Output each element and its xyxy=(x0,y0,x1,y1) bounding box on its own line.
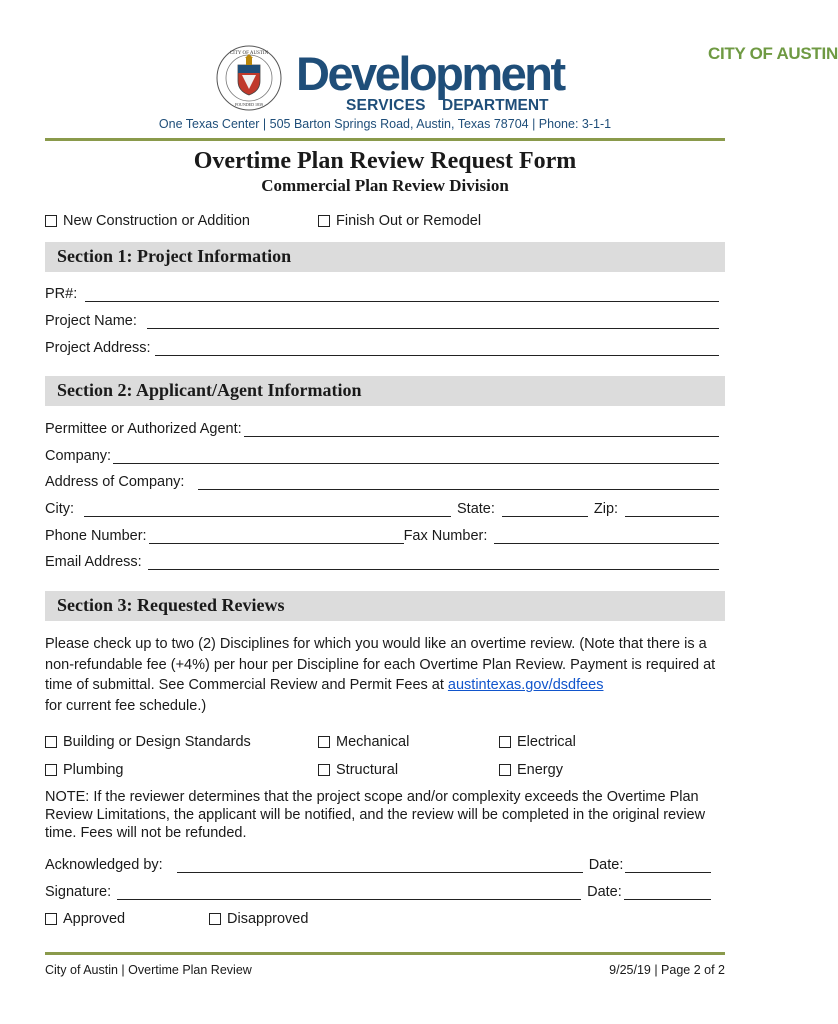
checkbox-structural[interactable] xyxy=(318,762,398,778)
checkbox-label: Disapproved xyxy=(227,911,309,927)
checkbox-energy[interactable] xyxy=(499,762,563,778)
city-input-line[interactable] xyxy=(84,503,451,517)
section-2-title: Section 2: Applicant/Agent Information xyxy=(57,380,362,400)
project-address-input-line[interactable] xyxy=(155,342,719,356)
date-label: Date: xyxy=(587,884,622,900)
company-address-label: Address of Company: xyxy=(45,474,185,490)
signature-label: Signature: xyxy=(45,884,112,900)
instructions-paragraph xyxy=(45,634,735,716)
checkbox-mechanical[interactable] xyxy=(318,734,409,750)
acknowledged-label: Acknowledged by: xyxy=(45,857,163,873)
checkbox-plumbing[interactable] xyxy=(45,762,123,778)
city-label: City: xyxy=(45,501,74,517)
fax-label: Fax Number: xyxy=(403,528,488,544)
state-label: State: xyxy=(457,501,495,517)
checkbox-icon[interactable] xyxy=(209,913,221,925)
company-input-line[interactable] xyxy=(113,450,719,464)
section-1-title: Section 1: Project Information xyxy=(57,246,292,266)
checkbox-new-construction[interactable] xyxy=(45,213,250,229)
checkbox-approved[interactable] xyxy=(45,911,125,927)
checkbox-icon[interactable] xyxy=(318,215,330,227)
checkbox-electrical[interactable] xyxy=(499,734,576,750)
footer-divider xyxy=(45,952,725,955)
checkbox-building[interactable] xyxy=(45,734,251,750)
city-state-zip-row xyxy=(45,501,719,517)
logo-development-text: Development xyxy=(296,47,564,100)
pr-label: PR#: xyxy=(45,286,78,302)
review-note: NOTE: If the reviewer determines that the project scope and/or complexity exceeds the Overtime Plan Review Limitations, the applicant will be notified, and the review will be completed in the original review time. Fees will not be refunded. xyxy=(45,789,706,841)
checkbox-label: Electrical xyxy=(517,734,576,750)
checkbox-label: Approved xyxy=(63,911,126,927)
footer-right: 9/25/19 | Page 2 of 2 xyxy=(609,963,725,977)
instructions-end-text: for current fee schedule.) xyxy=(45,697,207,714)
city-seal-logo xyxy=(216,45,282,111)
checkbox-icon[interactable] xyxy=(318,736,330,748)
email-input-line[interactable] xyxy=(148,556,719,570)
permittee-input-line[interactable] xyxy=(244,423,719,437)
fax-input-line[interactable] xyxy=(494,530,719,544)
company-address-field[interactable] xyxy=(45,474,719,490)
date-input-line[interactable] xyxy=(624,886,711,900)
project-name-input-line[interactable] xyxy=(147,315,719,329)
checkbox-icon[interactable] xyxy=(45,215,57,227)
checkbox-icon[interactable] xyxy=(45,764,57,776)
date-input-line[interactable] xyxy=(625,859,711,873)
phone-fax-row xyxy=(45,528,719,544)
permittee-label: Permittee or Authorized Agent: xyxy=(45,421,242,437)
checkbox-disapproved[interactable] xyxy=(209,911,308,927)
checkbox-label: Plumbing xyxy=(63,762,124,778)
phone-label: Phone Number: xyxy=(45,528,147,544)
checkbox-label: Finish Out or Remodel xyxy=(336,213,482,229)
checkbox-finish-out[interactable] xyxy=(318,213,481,229)
checkbox-icon[interactable] xyxy=(318,764,330,776)
logo-city-text: CITY OF AUSTIN xyxy=(708,44,838,63)
company-address-input-line[interactable] xyxy=(198,476,719,490)
acknowledged-input-line[interactable] xyxy=(177,859,583,873)
acknowledged-row xyxy=(45,857,711,873)
section-1-header xyxy=(45,242,725,272)
checkbox-icon[interactable] xyxy=(499,764,511,776)
checkbox-icon[interactable] xyxy=(499,736,511,748)
state-input-line[interactable] xyxy=(502,503,588,517)
section-3-title: Section 3: Requested Reviews xyxy=(57,595,285,615)
project-name-label: Project Name: xyxy=(45,313,137,329)
section-3-header xyxy=(45,591,725,621)
company-field[interactable] xyxy=(45,448,719,464)
project-address-label: Project Address: xyxy=(45,340,151,356)
dsd-logo xyxy=(296,44,838,116)
form-subtitle: Commercial Plan Review Division xyxy=(261,176,509,195)
checkbox-label: Building or Design Standards xyxy=(63,734,251,750)
seal-text-bottom: FOUNDED 1839 xyxy=(234,102,264,107)
fees-link[interactable]: austintexas.gov/dsdfees xyxy=(447,677,604,693)
logo-department-text: DEPARTMENT xyxy=(442,97,549,114)
form-title: Overtime Plan Review Request Form xyxy=(193,148,577,174)
checkbox-icon[interactable] xyxy=(45,913,57,925)
project-name-field[interactable] xyxy=(45,313,719,329)
letterhead xyxy=(0,0,838,145)
pr-number-field[interactable] xyxy=(45,286,719,302)
logo-services-text: SERVICES xyxy=(346,97,426,114)
checkbox-label: Structural xyxy=(336,762,399,778)
pr-input-line[interactable] xyxy=(85,288,719,302)
company-label: Company: xyxy=(45,448,112,464)
zip-input-line[interactable] xyxy=(625,503,719,517)
header-divider xyxy=(45,138,725,141)
checkbox-label: New Construction or Addition xyxy=(63,213,250,229)
instructions-text: Please check up to two (2) Disciplines for which you would like an overtime review. (Note that there is a non-refundable fee (+4%) per hour per Discipline for each Overtime Plan Review. Payment is required at time of submittal. See Commercial Review and Permit Fees at xyxy=(45,636,716,693)
phone-input-line[interactable] xyxy=(149,530,404,544)
email-label: Email Address: xyxy=(45,554,142,570)
footer-left: City of Austin | Overtime Plan Review xyxy=(45,963,252,977)
checkbox-label: Energy xyxy=(517,762,563,778)
date-label: Date: xyxy=(588,857,624,873)
seal-text-top: CITY OF AUSTIN xyxy=(229,51,269,56)
department-address: One Texas Center | 505 Barton Springs Road, Austin, Texas 78704 | Phone: 3-1-1 xyxy=(158,117,612,131)
email-field[interactable] xyxy=(45,554,719,570)
checkbox-label: Mechanical xyxy=(336,734,410,750)
signature-row xyxy=(45,884,711,900)
checkbox-icon[interactable] xyxy=(45,736,57,748)
permittee-field[interactable] xyxy=(45,421,719,437)
zip-label: Zip: xyxy=(593,501,619,517)
project-address-field[interactable] xyxy=(45,340,719,356)
signature-input-line[interactable] xyxy=(117,886,581,900)
section-2-header xyxy=(45,376,725,406)
